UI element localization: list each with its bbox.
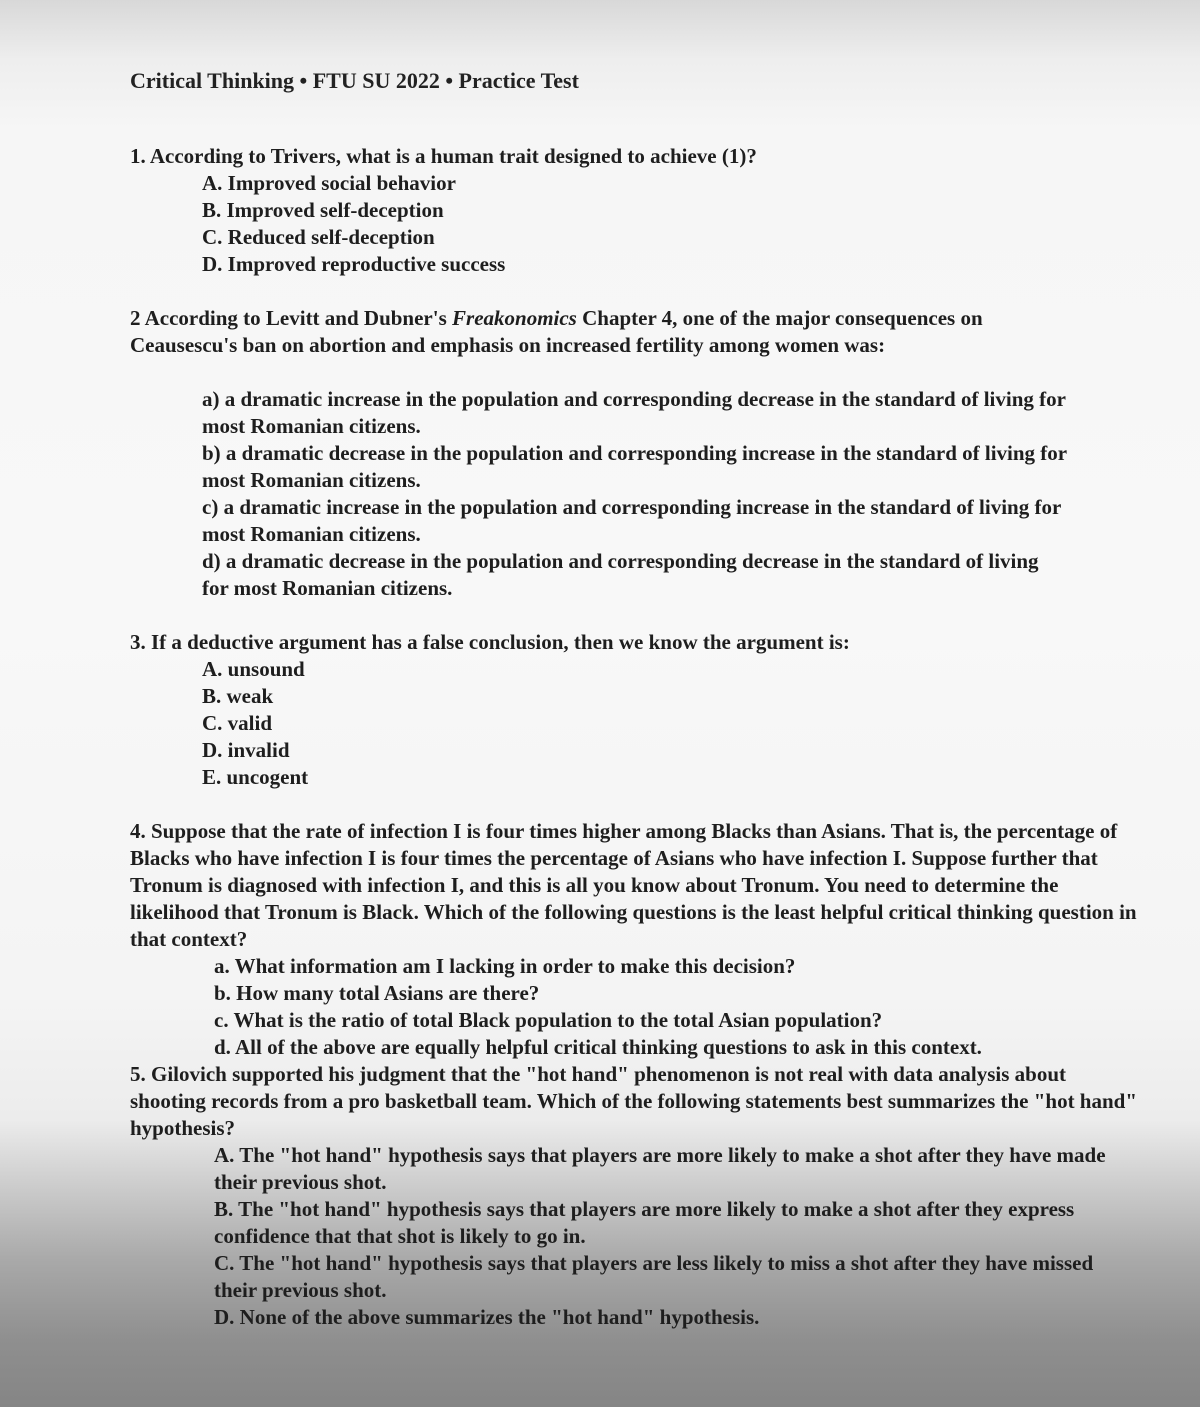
- question-1-option-b: B. Improved self-deception: [202, 198, 444, 222]
- question-1-options: [130, 170, 1140, 278]
- question-2-stem-start: 2 According to Levitt and Dubner's: [130, 306, 453, 330]
- question-5-options: [130, 1142, 1140, 1331]
- question-3-options: [130, 656, 1140, 791]
- question-3-stem: 3. If a deductive argument has a false conclusion, then we know the argument is:: [130, 630, 850, 654]
- question-4-option-b: b. How many total Asians are there?: [214, 981, 540, 1005]
- question-4-option-c: c. What is the ratio of total Black population to the total Asian population?: [214, 1008, 883, 1032]
- question-3: [130, 629, 1140, 791]
- question-4: [130, 818, 1140, 1061]
- question-2-option-a: a) a dramatic increase in the population and corresponding decrease in the standard of living for most Romanian citizens.: [202, 387, 1066, 438]
- question-5: [130, 1061, 1140, 1331]
- question-2-option-c: c) a dramatic increase in the population and corresponding increase in the standard of living for most Romanian citizens.: [202, 495, 1061, 546]
- question-list: [130, 143, 1140, 1331]
- question-1-option-d: D. Improved reproductive success: [202, 252, 506, 276]
- question-5-option-b: B. The "hot hand" hypothesis says that players are more likely to make a shot after they express confidence that that shot is likely to go in.: [214, 1197, 1075, 1248]
- question-3-option-d: D. invalid: [202, 738, 290, 762]
- question-1-option-c: C. Reduced self-deception: [202, 225, 435, 249]
- question-5-option-c: C. The "hot hand" hypothesis says that players are less likely to miss a shot after they have missed their previous shot.: [214, 1251, 1094, 1302]
- question-3-option-a: A. unsound: [202, 657, 305, 681]
- question-1-stem: 1. According to Trivers, what is a human trait designed to achieve (1)?: [130, 144, 757, 168]
- document-title: Critical Thinking • FTU SU 2022 • Practice Test: [130, 68, 579, 93]
- question-3-option-b: B. weak: [202, 684, 274, 708]
- question-5-option-d: D. None of the above summarizes the "hot hand" hypothesis.: [214, 1305, 760, 1329]
- question-2-options: [130, 386, 1070, 602]
- question-4-stem: 4. Suppose that the rate of infection I is four times higher among Blacks than Asians. That is, the percentage of Blacks who have infection I is four times the percentage of Asians who have infection I. Suppose further that Tronum is diagnosed with infection I, and this is all you know about Tronum. You need to determine the likelihood that Tronum is Black. Which of the following questions is the least helpful critical thinking question in that context?: [130, 819, 1137, 951]
- question-2-book-title: Freakonomics: [452, 306, 577, 330]
- question-2: [130, 305, 1070, 602]
- question-1-option-a: A. Improved social behavior: [202, 171, 456, 195]
- question-3-option-c: C. valid: [202, 711, 273, 735]
- question-2-stem-end: Chapter 4, one of the major consequences on Ceausescu's ban on abortion and emphasis on increased fertility among women was:: [130, 306, 983, 357]
- question-4-options: [130, 953, 1140, 1061]
- question-2-stem: [130, 305, 1070, 359]
- question-2-option-d: d) a dramatic decrease in the population and corresponding decrease in the standard of living for most Romanian citizens.: [202, 549, 1039, 600]
- question-5-stem: 5. Gilovich supported his judgment that the "hot hand" phenomenon is not real with data analysis about shooting records from a pro basketball team. Which of the following statements best summarizes the "hot hand" hypothesis?: [130, 1062, 1138, 1140]
- question-4-option-d: d. All of the above are equally helpful critical thinking questions to ask in this context.: [214, 1035, 982, 1059]
- question-4-option-a: a. What information am I lacking in order to make this decision?: [214, 954, 796, 978]
- question-1: [130, 143, 1140, 278]
- question-2-option-b: b) a dramatic decrease in the population and corresponding increase in the standard of living for most Romanian citizens.: [202, 441, 1067, 492]
- question-3-option-e: E. uncogent: [202, 765, 309, 789]
- question-5-option-a: A. The "hot hand" hypothesis says that players are more likely to make a shot after they have made their previous shot.: [214, 1143, 1106, 1194]
